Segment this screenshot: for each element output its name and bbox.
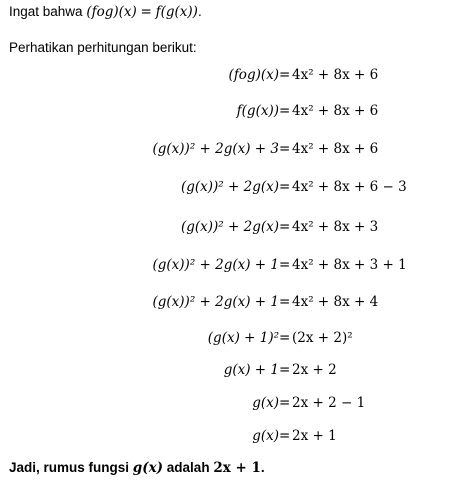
derivation-step xyxy=(0,141,474,163)
step-equals: = xyxy=(279,67,291,83)
conclusion-prefix: Jadi, rumus fungsi xyxy=(9,460,133,475)
step-lhs: (g(x))² + 2g(x) + 1 xyxy=(152,257,279,273)
step-rhs: 4x² + 8x + 4 xyxy=(292,294,379,310)
derivation-step xyxy=(0,257,474,279)
intro-equals: = xyxy=(140,4,152,20)
intro-formula-lhs: (fog)(x) xyxy=(86,4,137,20)
step-rhs: 4x² + 8x + 3 + 1 xyxy=(292,257,407,273)
step-equals: = xyxy=(279,141,291,157)
step-rhs: 4x² + 8x + 6 xyxy=(292,67,379,83)
step-equals: = xyxy=(279,428,291,444)
step-lhs: g(x) + 1 xyxy=(223,362,279,378)
step-equals: = xyxy=(279,362,291,378)
derivation-step xyxy=(0,362,474,384)
conclusion-result: 2x + 1 xyxy=(213,460,261,476)
step-lhs: (fog)(x) xyxy=(228,67,279,83)
derivation-step xyxy=(0,428,474,450)
derivation-step xyxy=(0,179,474,201)
step-rhs: 4x² + 8x + 6 xyxy=(292,141,379,157)
step-rhs: 2x + 1 xyxy=(292,428,337,444)
step-rhs: (2x + 2)² xyxy=(292,330,353,346)
step-rhs: 2x + 2 − 1 xyxy=(292,395,366,411)
lead-text: Perhatikan perhitungan berikut: xyxy=(9,40,197,55)
derivation-step xyxy=(0,219,474,241)
step-lhs: (g(x))² + 2g(x) + 3 xyxy=(152,141,279,157)
step-equals: = xyxy=(279,330,291,346)
conclusion-middle: adalah xyxy=(163,460,214,475)
step-lhs: (g(x))² + 2g(x) xyxy=(180,219,279,235)
intro-suffix: . xyxy=(197,4,202,19)
step-lhs: (g(x))² + 2g(x) xyxy=(180,179,279,195)
intro-line xyxy=(9,4,202,20)
conclusion-term: g(x) xyxy=(132,460,164,476)
derivation-step xyxy=(0,395,474,417)
step-rhs: 4x² + 8x + 6 − 3 xyxy=(292,179,407,195)
step-equals: = xyxy=(279,103,291,119)
step-equals: = xyxy=(279,395,291,411)
derivation-step xyxy=(0,103,474,125)
step-rhs: 4x² + 8x + 6 xyxy=(292,103,379,119)
step-lhs: g(x) xyxy=(252,395,279,411)
step-equals: = xyxy=(279,179,291,195)
step-rhs: 4x² + 8x + 3 xyxy=(292,219,379,235)
derivation-step xyxy=(0,67,474,89)
step-lhs: (g(x))² + 2g(x) + 1 xyxy=(152,294,279,310)
conclusion-suffix: . xyxy=(260,460,265,475)
conclusion-line xyxy=(9,460,265,476)
derivation-step xyxy=(0,294,474,316)
intro-formula-rhs: f(g(x)) xyxy=(155,4,198,20)
step-lhs: (g(x) + 1)² xyxy=(207,330,279,346)
derivation-step xyxy=(0,330,474,352)
step-rhs: 2x + 2 xyxy=(292,362,337,378)
step-equals: = xyxy=(279,257,291,273)
step-lhs: g(x) xyxy=(252,428,279,444)
step-equals: = xyxy=(279,294,291,310)
step-equals: = xyxy=(279,219,291,235)
step-lhs: f(g(x)) xyxy=(236,103,279,119)
intro-prefix: Ingat bahwa xyxy=(9,4,87,19)
